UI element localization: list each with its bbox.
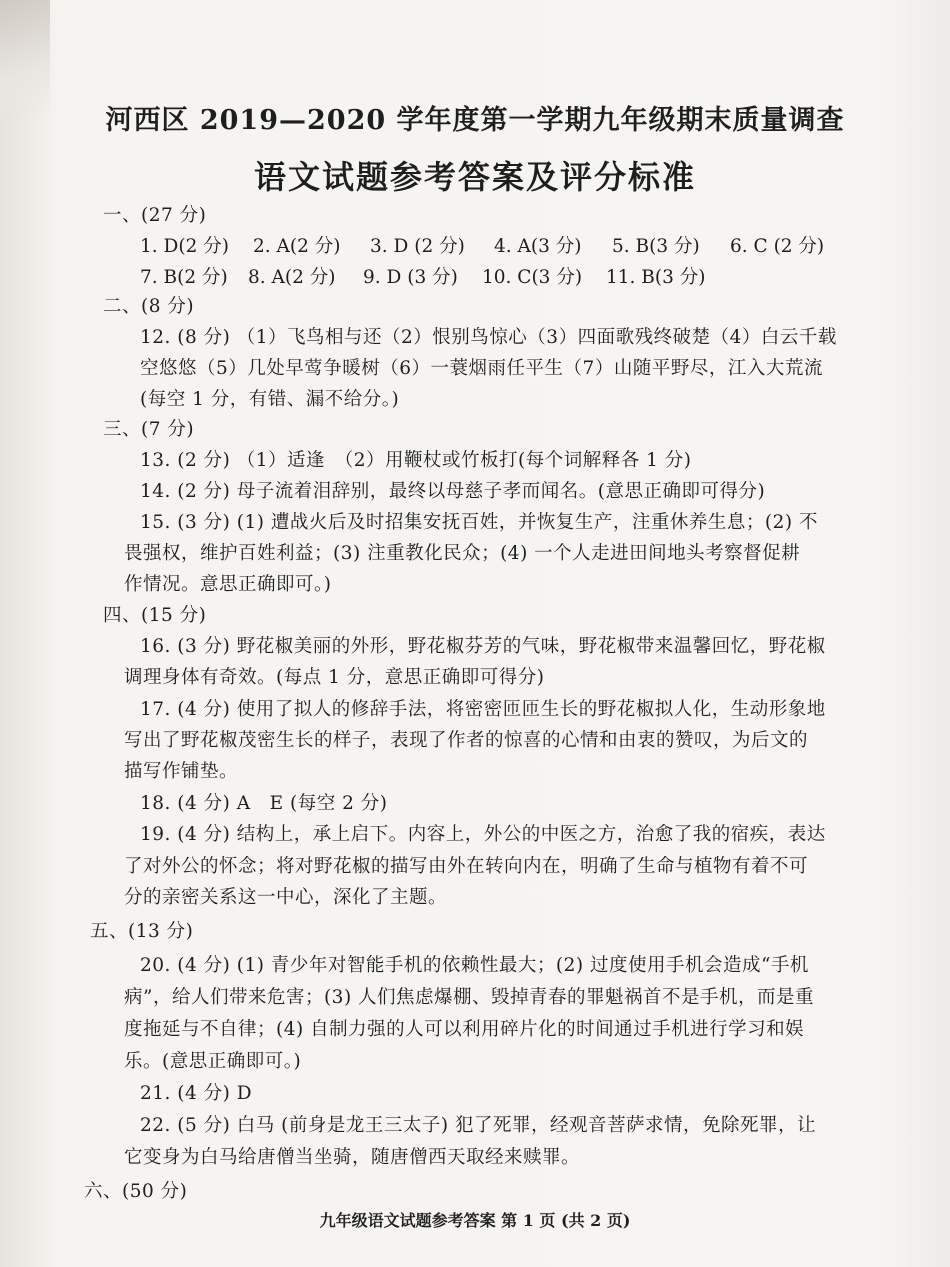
answer-line: 空悠悠（5）几处早莺争暖树（6）一蓑烟雨任平生（7）山随平野尽，江入大荒流 (140, 358, 823, 379)
answer-line: 17. (4 分) 使用了拟人的修辞手法，将密密匝匝生长的野花椒拟人化，生动形象地 (140, 699, 826, 720)
answer-line: 13. (2 分) （1）适逢 （2）用鞭杖或竹板打(每个词解释各 1 分) (140, 450, 692, 471)
answer-item: 9. D (3 分) (363, 267, 458, 288)
section-3-heading: 三、(7 分) (103, 419, 195, 440)
answer-item: 2. A(2 分) (253, 236, 341, 257)
section-5-heading: 五、(13 分) (90, 921, 194, 942)
answer-line: 度拖延与不自律；(4) 自制力强的人可以利用碎片化的时间通过手机进行学习和娱 (124, 1019, 805, 1040)
answer-line: 22. (5 分) 白马 (前身是龙王三太子) 犯了死罪，经观音菩萨求情，免除死罪，让 (140, 1115, 816, 1136)
answer-line: 描写作铺垫。 (124, 761, 239, 782)
section-1-heading: 一、(27 分) (103, 205, 207, 226)
answer-line: (每空 1 分，有错、漏不给分。) (140, 389, 400, 410)
answer-line: 14. (2 分) 母子流着泪辞别，最终以母慈子孝而闻名。(意思正确即可得分) (140, 481, 766, 502)
answer-line: 16. (3 分) 野花椒美丽的外形，野花椒芬芳的气味，野花椒带来温馨回忆，野花椒 (140, 636, 826, 657)
answer-line: 写出了野花椒茂密生长的样子，表现了作者的惊喜的心情和由衷的赞叹，为后文的 (124, 730, 809, 751)
answer-line: 18. (4 分) A E (每空 2 分) (140, 793, 388, 814)
answer-line: 乐。(意思正确即可。) (124, 1051, 302, 1072)
answer-line: 它变身为白马给唐僧当坐骑，随唐僧西天取经来赎罪。 (124, 1147, 581, 1168)
answer-item: 7. B(2 分) (140, 267, 228, 288)
answer-item: 11. B(3 分) (606, 267, 706, 288)
answer-line: 了对外公的怀念；将对野花椒的描写由外在转向内在，明确了生命与植物有着不可 (124, 856, 809, 877)
answer-line: 畏强权，维护百姓利益；(3) 注重教化民众；(4) 一个人走进田间地头考察督促耕 (124, 543, 801, 564)
document-subtitle: 语文试题参考答案及评分标准 (253, 158, 696, 196)
answer-line: 12. (8 分) （1）飞鸟相与还（2）恨别鸟惊心（3）四面歌残终破楚（4）白云千载 (140, 327, 837, 348)
section-2-heading: 二、(8 分) (103, 296, 195, 317)
answer-item: 6. C (2 分) (730, 236, 825, 257)
answer-line: 作情况。意思正确即可。) (124, 574, 332, 595)
answer-line: 病”，给人们带来危害；(3) 人们焦虑爆棚、毁掉青春的罪魁祸首不是手机，而是重 (124, 987, 815, 1008)
document-title: 河西区 2019—2020 学年度第一学期九年级期末质量调查 (105, 105, 845, 136)
section-4-heading: 四、(15 分) (103, 605, 207, 626)
answer-item: 3. D (2 分) (370, 236, 465, 257)
answer-line: 15. (3 分) (1) 遭战火后及时招集安抚百姓，并恢复生产，注重休养生息；(2) 不 (140, 512, 818, 533)
answer-item: 4. A(3 分) (494, 236, 582, 257)
answer-item: 5. B(3 分) (612, 236, 700, 257)
answer-line: 19. (4 分) 结构上，承上启下。内容上，外公的中医之方，治愈了我的宿疾，表达 (140, 824, 826, 845)
section-6-heading: 六、(50 分) (84, 1181, 188, 1202)
answer-item: 8. A(2 分) (248, 267, 336, 288)
answer-item: 10. C(3 分) (482, 267, 583, 288)
answer-line: 调理身体有奇效。(每点 1 分，意思正确即可得分) (124, 667, 545, 688)
answer-line: 21. (4 分) D (140, 1083, 253, 1104)
page-footer: 九年级语文试题参考答案 第 1 页 (共 2 页) (319, 1211, 631, 1230)
answer-item: 1. D(2 分) (140, 236, 229, 257)
answer-line: 20. (4 分) (1) 青少年对智能手机的依赖性最大；(2) 过度使用手机会造成“手机 (140, 955, 809, 976)
answer-line: 分的亲密关系这一中心，深化了主题。 (124, 887, 448, 908)
